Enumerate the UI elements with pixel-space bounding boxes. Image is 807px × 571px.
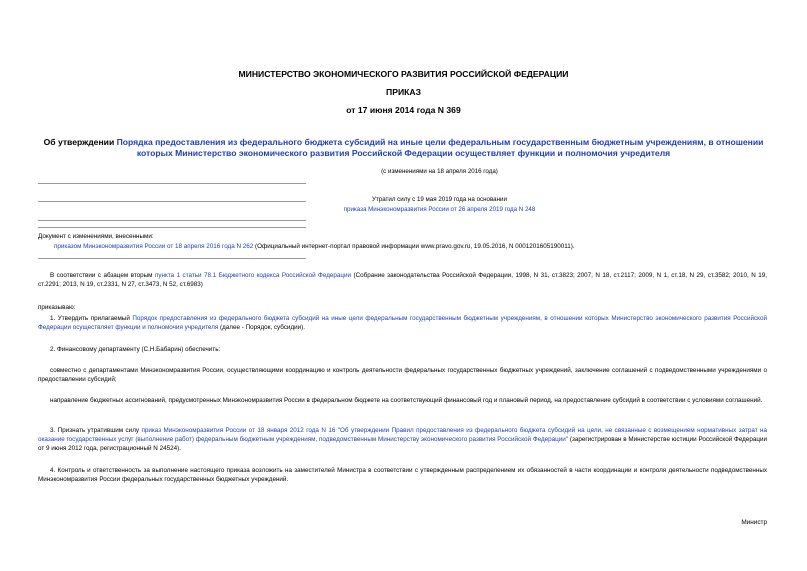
item-4: 4. Контроль и ответственность за выполнение настоящего приказа возложить на заместителей Министра в соответствии с утвержденным распределением их обязанностей в части координации и контроля деятельности подведомственных Минэкономразвития России федеральных государственных бюджетных учреждений. <box>38 467 767 483</box>
preamble-p1: В соответствии с абзацем вторым <box>50 272 155 279</box>
lost-force-link[interactable]: приказа Минэкономразвития России от 26 апреля 2019 года N 248 <box>343 206 536 213</box>
item-3-p2: (зарегистрирован в Министерстве юстиции Российской Федерации от 9 июня 2012 года, регистрационный N 24524). <box>38 436 767 452</box>
lost-force-line: Утратил силу с 19 мая 2019 года на основании <box>372 196 507 203</box>
item-1-p1: 1. Утвердить прилагаемый <box>50 315 133 322</box>
preamble-link[interactable]: пункта 1 статьи 78.1 Бюджетного кодекса Российской Федерации <box>154 272 352 279</box>
changes-source <box>54 242 767 251</box>
item-3-p1: 3. Признать утратившим силу <box>50 427 142 434</box>
item-3 <box>38 426 767 453</box>
signature-title: Министр <box>741 519 767 526</box>
doc-date-number: от 17 июня 2014 года N 369 <box>346 105 461 115</box>
divider-5 <box>38 258 306 259</box>
changes-rest: (Официальный интернет-портал правовой информации www.pravo.gov.ru, 19.05.2016, N 0001201605190011). <box>253 243 575 250</box>
item-2b: направление бюджетных ассигнований, предусмотренных Минэкономразвития России в федеральном бюджете на соответствующий финансовый год и плановый период, на предоставление субсидий в соответствии с условиями соглашений. <box>50 397 763 404</box>
amendment-note: (с изменениями на 18 апреля 2016 года) <box>381 168 498 175</box>
ministry-name: МИНИСТЕРСТВО ЭКОНОМИЧЕСКОГО РАЗВИТИЯ РОССИЙСКОЙ ФЕДЕРАЦИИ <box>238 69 569 79</box>
title-prefix: Об утверждении <box>43 137 117 147</box>
divider-1 <box>38 183 306 184</box>
item-2a: совместно с департаментами Минэкономразвития России, осуществляющими координацию и контроль деятельности федеральных государственных бюджетных учреждений, заключение соглашений с подведомственными учреждениями о предоставлении субсидий; <box>38 367 767 383</box>
order-word: приказываю: <box>38 304 76 311</box>
divider-3 <box>38 220 306 221</box>
preamble <box>38 271 767 289</box>
item-2: 2. Финансовому департаменту (С.Н.Бабарин) обеспечить: <box>50 346 221 353</box>
doc-type: ПРИКАЗ <box>386 87 421 97</box>
item-3-link[interactable]: приказ Минэкономразвития России от 18 января 2012 года N 16 "Об утверждении Правил предоставления из федерального бюджета субсидий на цели, не связанные с возмещением нормативных затрат на оказание государственных услуг (выполнение работ) федеральным бюджетным учреждениям, подведомственным Министерству экономического развития Российской Федерации" <box>38 427 767 443</box>
changes-label: Документ с изменениями, внесенными: <box>38 233 154 240</box>
preamble-p2: (Собрание законодательства Российской Федерации, 1998, N 31, ст.3823; 2007, N 18, ст.2117; 2009, N 1, ст.18, N 29, ст.3582; 2010, N 19, ст.2291; 2013, N 19, ст.2331, N 27, ст.3473, N 52, ст.6983) <box>38 272 767 288</box>
title-link[interactable]: Порядка предоставления из федерального бюджета субсидий на иные цели федеральным государственным бюджетным учреждениям, в отношении которых Министерство экономического развития Российской Федерации осуществляет функции и полномочия учредителя <box>116 137 764 158</box>
changes-link[interactable]: приказом Минэкономразвития России от 18 апреля 2016 года N 262 <box>54 243 254 250</box>
item-1-p2: (далее - Порядок, субсидии). <box>218 324 306 331</box>
doc-title <box>40 137 767 159</box>
item-1-link[interactable]: Порядок предоставления из федерального бюджета субсидий на иные цели федеральным государственным бюджетным учреждениям, в отношении которых Министерство экономического развития Российской Федерации осуществляет функции и полномочия учредителя <box>38 315 767 331</box>
divider-4 <box>38 227 306 228</box>
item-1 <box>38 314 767 332</box>
